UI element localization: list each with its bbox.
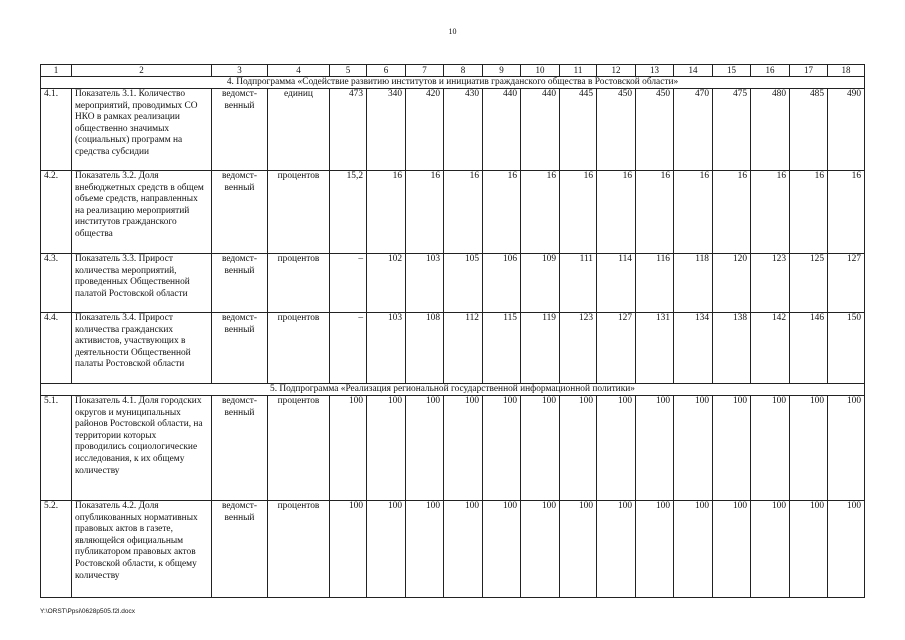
indicator-value: 102: [367, 254, 406, 313]
indicator-value: 450: [636, 89, 674, 171]
indicator-value: 134: [674, 313, 713, 384]
indicator-value: 470: [674, 89, 713, 171]
indicator-value: 150: [828, 313, 865, 384]
indicator-value: 100: [790, 396, 828, 501]
indicator-value: –: [330, 313, 367, 384]
indicator-value: 100: [560, 396, 597, 501]
indicator-value: 100: [828, 396, 865, 501]
indicator-value: 100: [713, 501, 751, 598]
indicator-value: 16: [560, 171, 597, 254]
indicator-code: 5.1.: [41, 396, 72, 501]
page-number: 10: [448, 27, 457, 36]
column-number: 5: [330, 65, 367, 77]
indicator-value: 16: [444, 171, 483, 254]
indicator-code: 4.1.: [41, 89, 72, 171]
column-number: 2: [72, 65, 212, 77]
column-number: 9: [483, 65, 521, 77]
data-source: ведомст-венный: [212, 171, 268, 254]
table-row: [41, 313, 865, 384]
indicator-value: 100: [674, 501, 713, 598]
indicator-value: 100: [444, 396, 483, 501]
indicator-value: 100: [636, 501, 674, 598]
column-number: 17: [790, 65, 828, 77]
indicator-value: 100: [444, 501, 483, 598]
indicator-code: 4.2.: [41, 171, 72, 254]
indicator-name: Показатель 4.2. Доля опубликованных нормативных правовых актов в газете, являющейся официальным публикатором правовых актов Ростовской области, к общему количеству: [72, 501, 212, 598]
unit-of-measure: процентов: [268, 501, 330, 598]
indicator-value: 100: [597, 396, 636, 501]
indicator-value: 109: [521, 254, 560, 313]
indicator-value: 131: [636, 313, 674, 384]
column-number: 1: [41, 65, 72, 77]
indicator-value: 420: [406, 89, 444, 171]
indicator-value: 105: [444, 254, 483, 313]
indicator-value: 100: [367, 396, 406, 501]
section-title: 5. Подпрограмма «Реализация региональной государственной информационной политики»: [41, 384, 865, 396]
indicator-value: 480: [751, 89, 790, 171]
indicator-value: 100: [751, 396, 790, 501]
indicator-value: 100: [560, 501, 597, 598]
indicator-value: 16: [828, 171, 865, 254]
indicator-value: 125: [790, 254, 828, 313]
table-row: [41, 89, 865, 171]
indicator-value: 100: [790, 501, 828, 598]
table-row: [41, 396, 865, 501]
indicator-code: 4.3.: [41, 254, 72, 313]
indicator-name: Показатель 3.3. Прирост количества мероприятий, проведенных Общественной палатой Ростовской области: [72, 254, 212, 313]
indicator-value: 100: [406, 396, 444, 501]
column-number: 15: [713, 65, 751, 77]
indicator-value: 103: [406, 254, 444, 313]
indicator-value: 142: [751, 313, 790, 384]
indicator-value: 100: [483, 501, 521, 598]
indicator-value: 114: [597, 254, 636, 313]
column-number-row: [41, 65, 865, 77]
indicator-value: 100: [330, 501, 367, 598]
indicator-value: 450: [597, 89, 636, 171]
indicator-value: 485: [790, 89, 828, 171]
indicator-value: 16: [367, 171, 406, 254]
column-number: 10: [521, 65, 560, 77]
indicators-table: [40, 64, 865, 598]
indicator-value: 108: [406, 313, 444, 384]
indicator-value: 490: [828, 89, 865, 171]
column-number: 6: [367, 65, 406, 77]
indicator-value: 430: [444, 89, 483, 171]
indicator-value: 16: [406, 171, 444, 254]
indicator-value: 16: [636, 171, 674, 254]
column-number: 7: [406, 65, 444, 77]
section-header-row: [41, 384, 865, 396]
indicator-value: 118: [674, 254, 713, 313]
indicator-value: 16: [674, 171, 713, 254]
table-row: [41, 254, 865, 313]
column-number: 18: [828, 65, 865, 77]
indicator-value: 100: [367, 501, 406, 598]
data-source: ведомст-венный: [212, 396, 268, 501]
table-row: [41, 501, 865, 598]
section-title: 4. Подпрограмма «Содействие развитию институтов и инициатив гражданского общества в Ростовской области»: [41, 77, 865, 89]
indicator-value: 340: [367, 89, 406, 171]
indicator-value: 106: [483, 254, 521, 313]
table-row: [41, 171, 865, 254]
indicator-value: 16: [713, 171, 751, 254]
indicator-code: 5.2.: [41, 501, 72, 598]
indicator-value: 445: [560, 89, 597, 171]
table-body: [41, 65, 865, 598]
footer-file-path: Y:\ORST\Ppsi\0628p505.f2l.docx: [40, 608, 136, 615]
indicator-value: 473: [330, 89, 367, 171]
column-number: 16: [751, 65, 790, 77]
indicator-value: 16: [751, 171, 790, 254]
indicator-value: 100: [521, 501, 560, 598]
indicator-value: 475: [713, 89, 751, 171]
data-source: ведомст-венный: [212, 501, 268, 598]
column-number: 8: [444, 65, 483, 77]
indicator-value: 16: [483, 171, 521, 254]
indicator-value: 146: [790, 313, 828, 384]
indicator-value: 138: [713, 313, 751, 384]
column-number: 12: [597, 65, 636, 77]
indicator-value: 120: [713, 254, 751, 313]
unit-of-measure: процентов: [268, 171, 330, 254]
indicator-value: 100: [483, 396, 521, 501]
column-number: 13: [636, 65, 674, 77]
indicator-value: 127: [828, 254, 865, 313]
indicator-name: Показатель 4.1. Доля городских округов и муниципальных районов Ростовской области, на территории которых проводились социологические исследования, к их общему количеству: [72, 396, 212, 501]
unit-of-measure: единиц: [268, 89, 330, 171]
unit-of-measure: процентов: [268, 396, 330, 501]
indicator-value: 100: [674, 396, 713, 501]
indicator-value: 119: [521, 313, 560, 384]
indicator-value: 100: [828, 501, 865, 598]
indicator-value: 100: [521, 396, 560, 501]
data-source: ведомст-венный: [212, 313, 268, 384]
indicator-name: Показатель 3.1. Количество мероприятий, проводимых СО НКО в рамках реализации общественно значимых (социальных) программ на средства субсидии: [72, 89, 212, 171]
indicator-value: 16: [521, 171, 560, 254]
indicator-value: 103: [367, 313, 406, 384]
data-source: ведомст-венный: [212, 254, 268, 313]
indicator-value: 112: [444, 313, 483, 384]
indicator-value: 123: [751, 254, 790, 313]
indicator-value: 100: [406, 501, 444, 598]
column-number: 11: [560, 65, 597, 77]
indicator-value: –: [330, 254, 367, 313]
indicator-value: 100: [751, 501, 790, 598]
indicator-value: 100: [597, 501, 636, 598]
indicator-value: 115: [483, 313, 521, 384]
indicator-value: 100: [636, 396, 674, 501]
indicator-value: 16: [597, 171, 636, 254]
indicator-code: 4.4.: [41, 313, 72, 384]
indicator-value: 100: [330, 396, 367, 501]
indicator-name: Показатель 3.2. Доля внебюджетных средств в общем объеме средств, направленных на реализацию мероприятий институтов гражданского общества: [72, 171, 212, 254]
section-header-row: [41, 77, 865, 89]
indicator-value: 111: [560, 254, 597, 313]
indicator-value: 100: [713, 396, 751, 501]
indicator-value: 116: [636, 254, 674, 313]
indicator-value: 16: [790, 171, 828, 254]
indicator-value: 15,2: [330, 171, 367, 254]
indicator-value: 440: [521, 89, 560, 171]
column-number: 14: [674, 65, 713, 77]
indicator-value: 123: [560, 313, 597, 384]
column-number: 4: [268, 65, 330, 77]
indicator-value: 127: [597, 313, 636, 384]
column-number: 3: [212, 65, 268, 77]
unit-of-measure: процентов: [268, 254, 330, 313]
indicator-value: 440: [483, 89, 521, 171]
unit-of-measure: процентов: [268, 313, 330, 384]
data-source: ведомст-венный: [212, 89, 268, 171]
indicator-name: Показатель 3.4. Прирост количества гражданских активистов, участвующих в деятельности Общественной палаты Ростовской области: [72, 313, 212, 384]
